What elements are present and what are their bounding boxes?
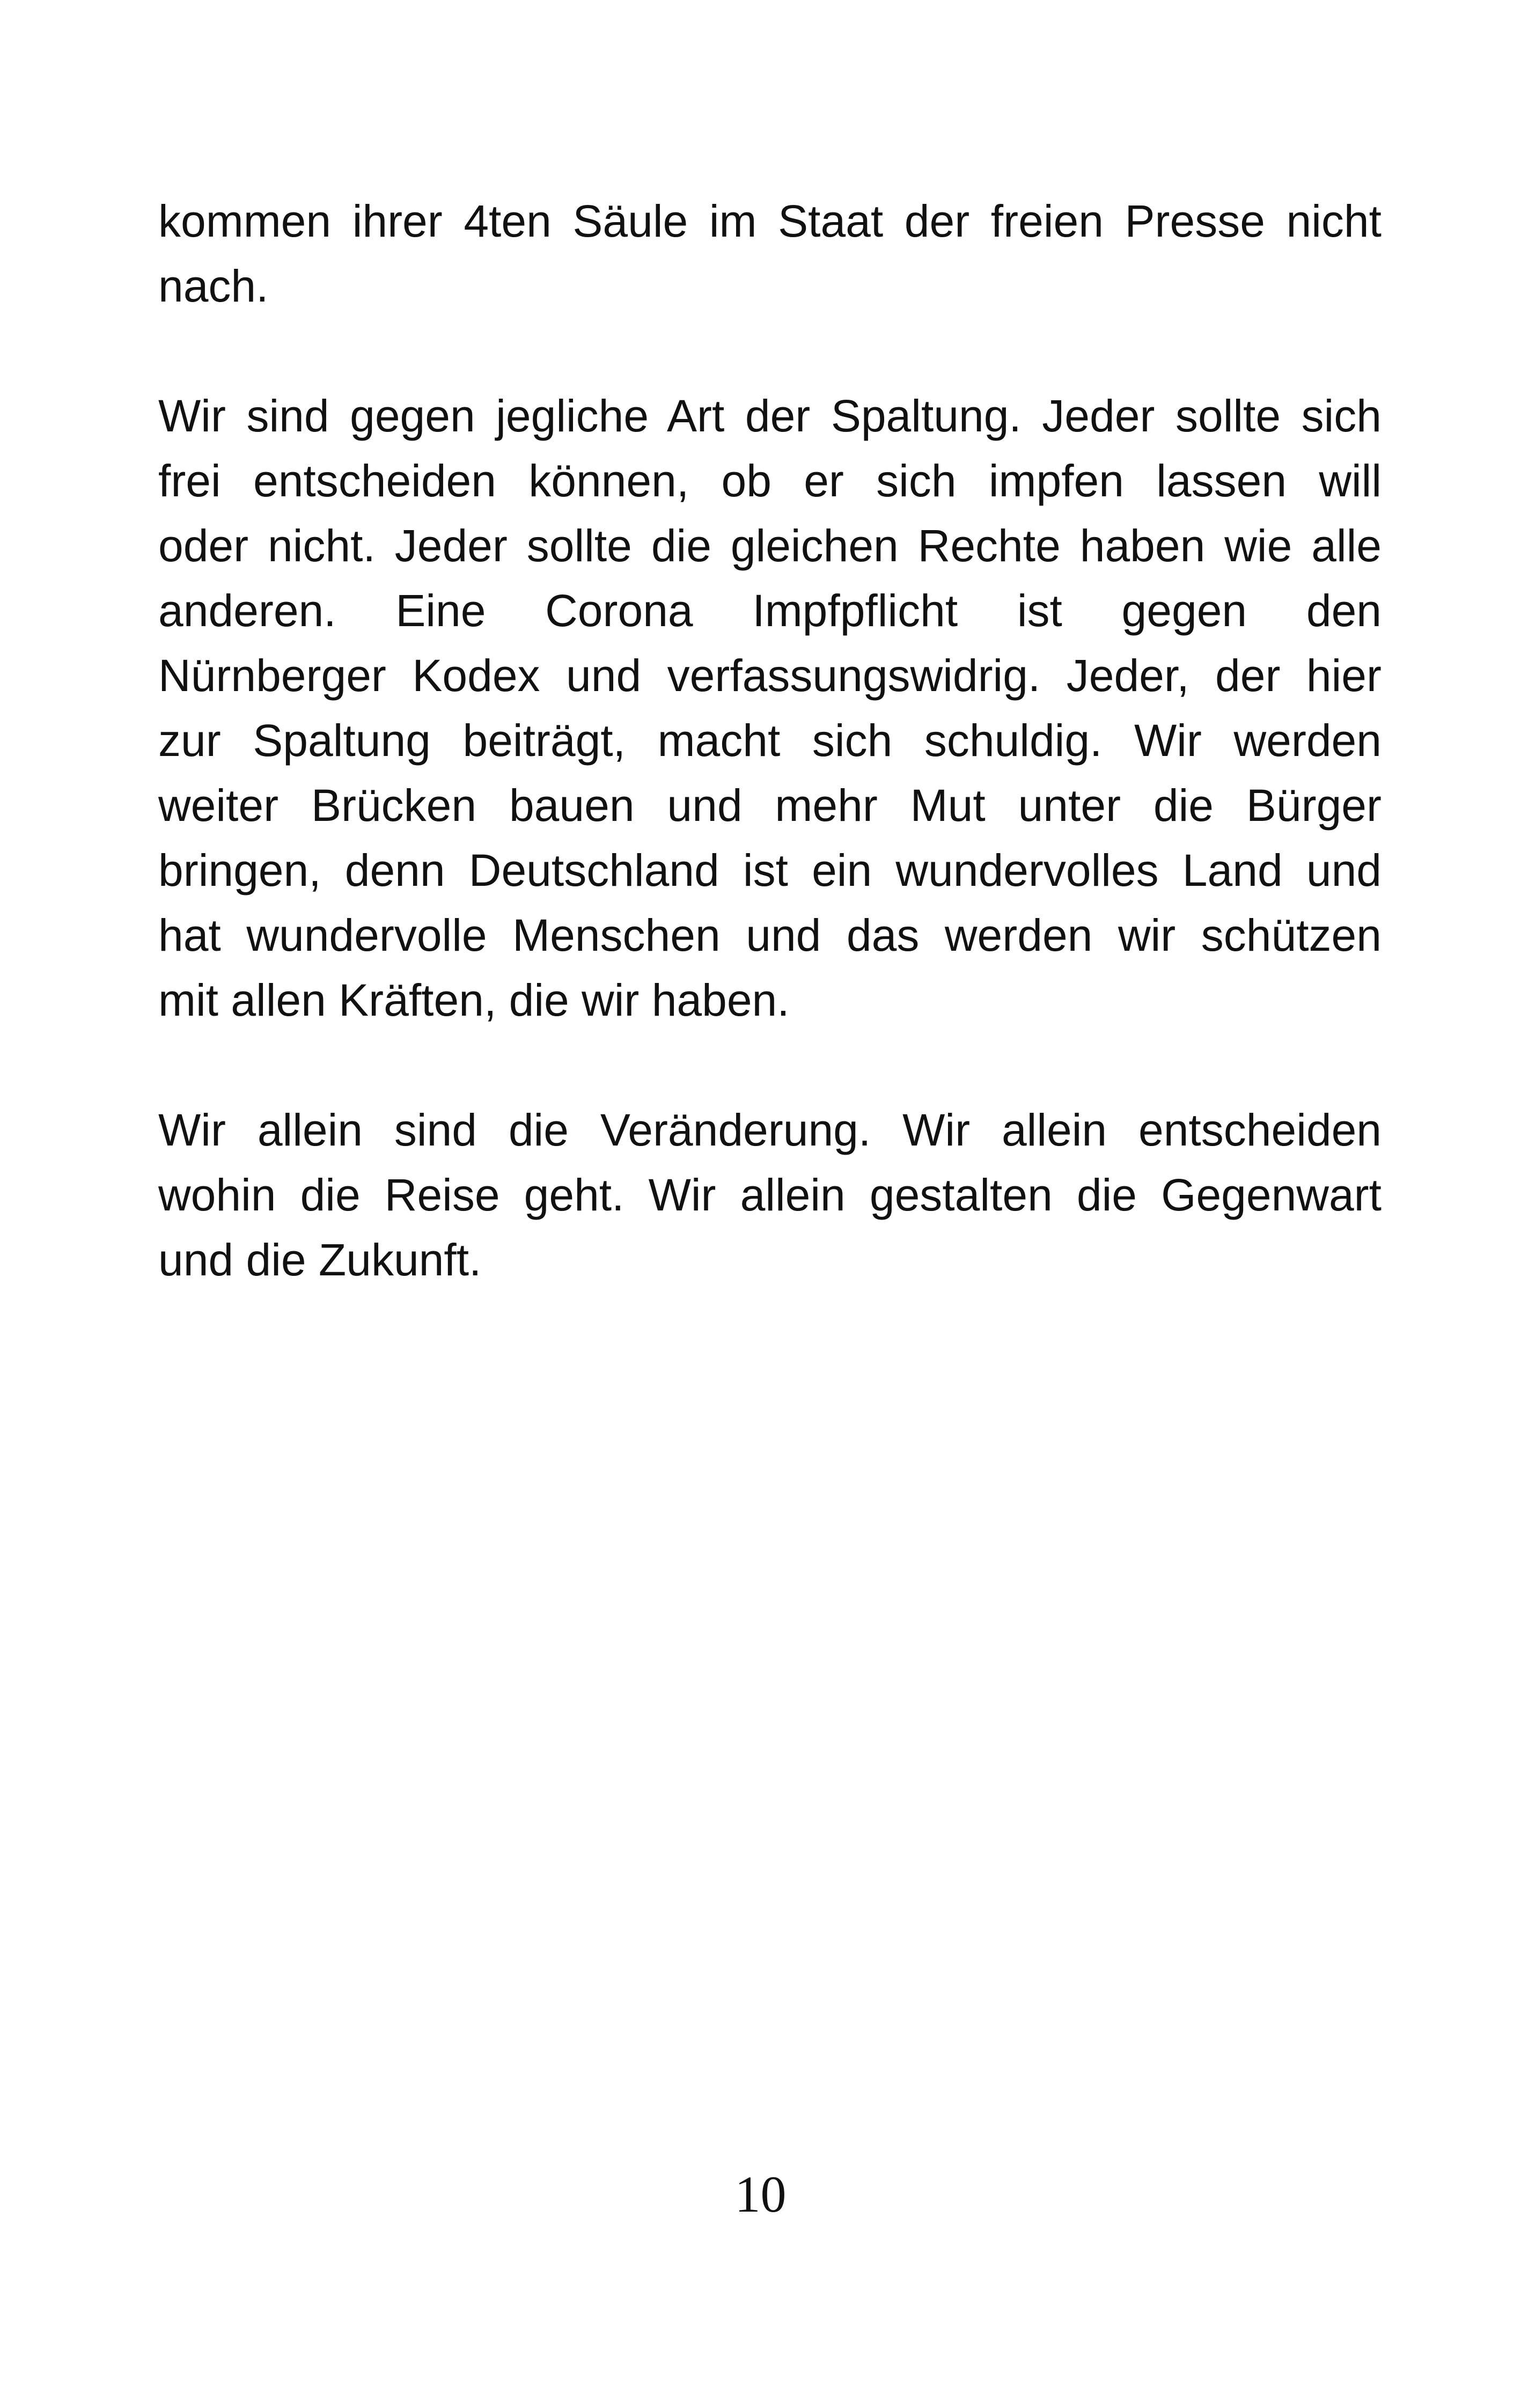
paragraph-3 (158, 1098, 1382, 1293)
page-number: 10 (734, 2165, 787, 2223)
text-line: Nürnberger Kodex und verfassungswidrig. Jeder, der hier (158, 650, 1382, 701)
text-line: anderen. Eine Corona Impfpflicht ist gegen den (158, 585, 1382, 636)
text-line: weiter Brücken bauen und mehr Mut unter die Bürger (158, 780, 1382, 831)
text-line: nach. (158, 261, 269, 311)
paragraph-1 (158, 189, 1382, 319)
text-line: kommen ihrer 4ten Säule im Staat der freien Presse nicht (158, 196, 1382, 246)
text-line: wohin die Reise geht. Wir allein gestalten die Gegenwart (158, 1170, 1382, 1220)
text-line: und die Zukunft. (158, 1235, 482, 1285)
text-line: oder nicht. Jeder sollte die gleichen Rechte haben wie alle (158, 520, 1382, 571)
body-text (158, 189, 1382, 1357)
text-line: Wir allein sind die Veränderung. Wir allein entscheiden (158, 1105, 1382, 1155)
text-line: Wir sind gegen jegliche Art der Spaltung. Jeder sollte sich (158, 391, 1382, 441)
text-line: hat wundervolle Menschen und das werden wir schützen (158, 910, 1382, 960)
text-line: frei entscheiden können, ob er sich impfen lassen will (158, 456, 1382, 506)
text-line: mit allen Kräften, die wir haben. (158, 975, 790, 1025)
text-line: bringen, denn Deutschland ist ein wundervolles Land und (158, 845, 1382, 895)
text-line: zur Spaltung beiträgt, macht sich schuldig. Wir werden (158, 715, 1382, 766)
paragraph-2 (158, 384, 1382, 1033)
